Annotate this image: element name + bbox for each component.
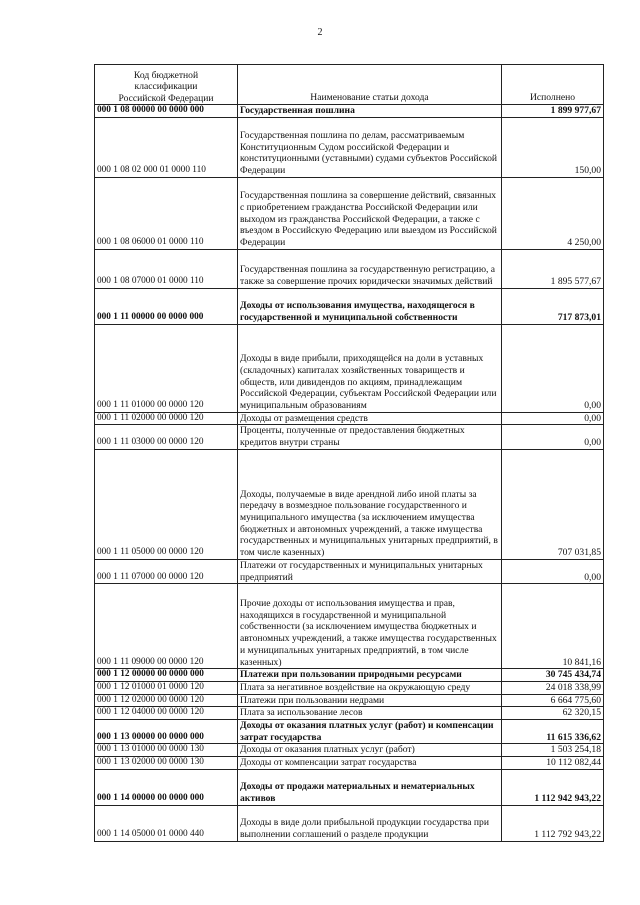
budget-code-cell: 000 1 14 05000 01 0000 440 — [95, 805, 238, 841]
executed-amount-cell: 0,00 — [502, 324, 604, 412]
executed-amount-cell: 4 250,00 — [502, 177, 604, 249]
executed-amount-cell: 11 615 336,62 — [502, 720, 604, 744]
header-revenue-item: Наименование статьи дохода — [238, 65, 502, 105]
table-row — [95, 669, 604, 682]
page-number: 2 — [317, 27, 323, 38]
revenue-item-cell: Платежи от государственных и муниципальных унитарных предприятий — [238, 559, 502, 583]
budget-code-cell: 000 1 11 02000 00 0000 120 — [95, 412, 238, 425]
revenue-item-cell: Доходы в виде доли прибыльной продукции государства при выполнении соглашений о разделе продукции — [238, 805, 502, 841]
table-row — [95, 177, 604, 249]
table-row — [95, 559, 604, 583]
revenue-item-cell: Плата за негативное воздействие на окружающую среду — [238, 681, 502, 694]
executed-amount-cell: 1 112 942 943,22 — [502, 769, 604, 805]
revenue-item-cell: Доходы от компенсации затрат государства — [238, 757, 502, 770]
revenue-item-cell: Доходы, получаемые в виде арендной либо иной платы за передачу в возмездное пользование государственного и муниципального имущества (за исключением имущества бюджетных и автономных учреждений, а также имущества государственных и муниципальных унитарных предприятий, в том числе казенных) — [238, 449, 502, 559]
revenue-item-cell: Государственная пошлина по делам, рассматриваемым Конституционным Судом российской Федерации и конституционными (уставными) судами субъектов Российской Федерации — [238, 117, 502, 177]
header-code-line: Код бюджетной — [133, 69, 199, 81]
budget-code-cell: 000 1 11 05000 00 0000 120 — [95, 449, 238, 559]
executed-amount-cell: 0,00 — [502, 412, 604, 425]
revenue-item-cell: Доходы от оказания платных услуг (работ) — [238, 744, 502, 757]
budget-code-cell: 000 1 12 02000 00 0000 120 — [95, 694, 238, 707]
table-row — [95, 584, 604, 669]
revenue-item-cell: Доходы от продажи материальных и нематериальных активов — [238, 769, 502, 805]
header-code-line: Российской Федерации — [118, 92, 214, 104]
revenue-item-cell: Доходы от размещения средств — [238, 412, 502, 425]
budget-code-cell: 000 1 08 00000 00 0000 000 — [95, 105, 238, 118]
revenue-item-cell: Доходы от оказания платных услуг (работ) и компенсации затрат государства — [238, 720, 502, 744]
table-row — [95, 117, 604, 177]
table-row — [95, 720, 604, 744]
table-row — [95, 449, 604, 559]
table-row — [95, 324, 604, 412]
budget-code-cell: 000 1 13 02000 00 0000 130 — [95, 757, 238, 770]
executed-amount-cell: 24 018 338,99 — [502, 681, 604, 694]
table-row — [95, 744, 604, 757]
table-body — [95, 105, 604, 842]
budget-code-cell: 000 1 11 09000 00 0000 120 — [95, 584, 238, 669]
executed-amount-cell: 707 031,85 — [502, 449, 604, 559]
executed-amount-cell: 1 895 577,67 — [502, 249, 604, 288]
revenue-item-cell: Государственная пошлина за государственную регистрацию, а также за совершение прочих юридически значимых действий — [238, 249, 502, 288]
header-executed: Исполнено — [502, 65, 604, 105]
executed-amount-cell: 30 745 434,74 — [502, 669, 604, 682]
budget-code-cell: 000 1 14 00000 00 0000 000 — [95, 769, 238, 805]
budget-code-cell: 000 1 08 07000 01 0000 110 — [95, 249, 238, 288]
budget-code-cell: 000 1 13 01000 00 0000 130 — [95, 744, 238, 757]
table-row — [95, 249, 604, 288]
table-row — [95, 105, 604, 118]
executed-amount-cell: 6 664 775,60 — [502, 694, 604, 707]
revenue-item-cell: Государственная пошлина за совершение действий, связанных с приобретением гражданства Российской Федерации или выходом из гражданства Российской Федерации, а также с въездом в Российскую Федерацию или выездом из Российской Федерации — [238, 177, 502, 249]
revenue-item-cell: Плата за использование лесов — [238, 707, 502, 720]
budget-code-cell: 000 1 11 07000 00 0000 120 — [95, 559, 238, 583]
revenue-item-cell: Доходы от использования имущества, находящегося в государственной и муниципальной собственности — [238, 288, 502, 324]
table-row — [95, 288, 604, 324]
executed-amount-cell: 62 320,15 — [502, 707, 604, 720]
executed-amount-cell: 1 503 254,18 — [502, 744, 604, 757]
revenue-table — [94, 64, 604, 842]
table-row — [95, 425, 604, 449]
table-row — [95, 805, 604, 841]
table-header-row — [95, 65, 604, 105]
table-row — [95, 757, 604, 770]
executed-amount-cell: 0,00 — [502, 559, 604, 583]
budget-code-cell: 000 1 12 00000 00 0000 000 — [95, 669, 238, 682]
budget-code-cell: 000 1 08 02 000 01 0000 110 — [95, 117, 238, 177]
table-row — [95, 769, 604, 805]
revenue-item-cell: Платежи при пользовании природными ресурсами — [238, 669, 502, 682]
budget-code-cell: 000 1 11 01000 00 0000 120 — [95, 324, 238, 412]
budget-code-cell: 000 1 12 01000 01 0000 120 — [95, 681, 238, 694]
budget-code-cell: 000 1 13 00000 00 0000 000 — [95, 720, 238, 744]
budget-code-cell: 000 1 11 00000 00 0000 000 — [95, 288, 238, 324]
executed-amount-cell: 0,00 — [502, 425, 604, 449]
revenue-item-cell: Проценты, полученные от предоставления бюджетных кредитов внутри страны — [238, 425, 502, 449]
budget-code-cell: 000 1 12 04000 00 0000 120 — [95, 707, 238, 720]
table-row — [95, 412, 604, 425]
table-row — [95, 707, 604, 720]
table-row — [95, 681, 604, 694]
revenue-item-cell: Доходы в виде прибыли, приходящейся на доли в уставных (складочных) капиталах хозяйственных товариществ и обществ, или дивидендов по акциям, принадлежащим Российской Федерации, субъектам Российской Федерации или муниципальным образованиям — [238, 324, 502, 412]
header-code-line: классификации — [134, 81, 198, 92]
executed-amount-cell: 1 112 792 943,22 — [502, 805, 604, 841]
header-budget-code — [95, 65, 238, 105]
executed-amount-cell: 150,00 — [502, 117, 604, 177]
budget-code-cell: 000 1 11 03000 00 0000 120 — [95, 425, 238, 449]
revenue-item-cell: Государственная пошлина — [238, 105, 502, 118]
revenue-item-cell: Прочие доходы от использования имущества и прав, находящихся в государственной и муниципальной собственности (за исключением имущества бюджетных и автономных учреждений, а также имущества государственных и муниципальных унитарных предприятий, в том числе казенных) — [238, 584, 502, 669]
revenue-item-cell: Платежи при пользовании недрами — [238, 694, 502, 707]
table-row — [95, 694, 604, 707]
executed-amount-cell: 10 112 082,44 — [502, 757, 604, 770]
executed-amount-cell: 717 873,01 — [502, 288, 604, 324]
executed-amount-cell: 10 841,16 — [502, 584, 604, 669]
executed-amount-cell: 1 899 977,67 — [502, 105, 604, 118]
budget-code-cell: 000 1 08 06000 01 0000 110 — [95, 177, 238, 249]
